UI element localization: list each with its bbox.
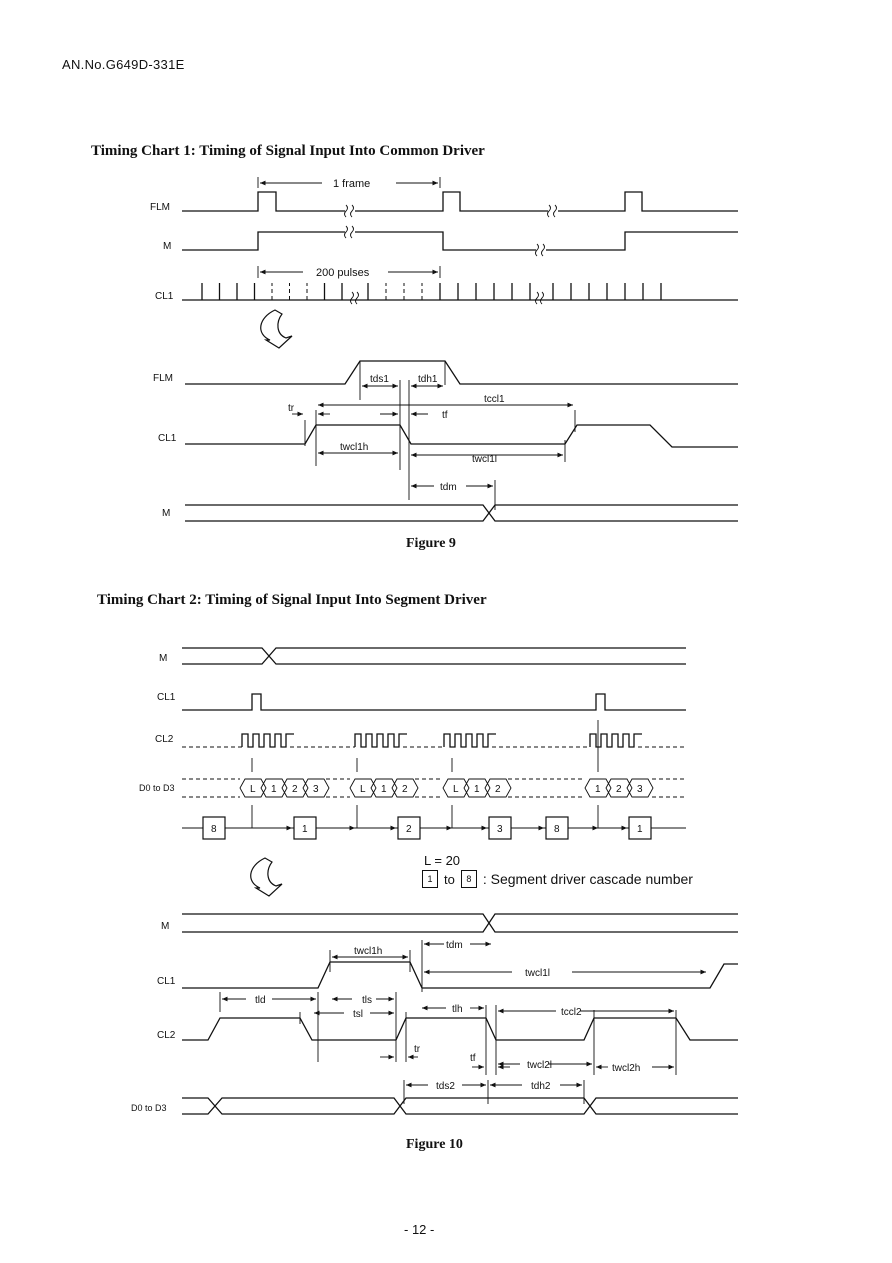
data-cell-label: 1 [271, 784, 277, 795]
chart1-frame-label: 1 frame [333, 178, 371, 190]
chart2-tdh2-label: tdh2 [531, 1081, 551, 1092]
cascade-box-label: 8 [554, 824, 560, 835]
chart1-detail-cl1-wave [185, 425, 738, 447]
chart1-detail-m-wave [185, 505, 738, 521]
chart2-m-label: M [159, 653, 168, 664]
data-cell-label: L [453, 784, 459, 795]
chart2-detail-m-wave [182, 914, 738, 932]
chart2-cl1-wave [182, 694, 686, 710]
chart2-zoom-arrow-icon [251, 858, 282, 896]
legend-l-value: L = 20 [424, 853, 461, 868]
data-cell-label: 2 [616, 784, 622, 795]
data-idle [182, 779, 686, 797]
data-cell-label: 3 [313, 784, 319, 795]
chart1-detail-flm-label: FLM [153, 373, 173, 384]
cascade-box-label: 3 [497, 824, 503, 835]
chart2-data-label: D0 to D3 [139, 783, 175, 793]
chart2-tsl-label: tsl [353, 1009, 363, 1020]
chart2-twcl2l-label: twcl2l [527, 1060, 553, 1071]
chart2-cascade-row [182, 817, 686, 839]
chart1-m-wave [182, 232, 738, 250]
legend-box-to: 8 [461, 870, 477, 888]
chart1-twcl1l-label: twcl1l [472, 454, 498, 465]
chart2-tf-label: tf [470, 1053, 476, 1064]
chart2-detail-cl1-label: CL1 [157, 976, 176, 987]
chart2-twcl1h-label: twcl1h [354, 946, 383, 957]
chart1-tr-label: tr [288, 403, 295, 414]
chart1-m-label: M [163, 241, 172, 252]
cl2-pulse-train [242, 734, 642, 747]
chart2-m-wave [182, 648, 686, 664]
chart1-twcl1h-label: twcl1h [340, 442, 369, 453]
chart2-twcl2h-label: twcl2h [612, 1063, 641, 1074]
chart2-tdm-label: tdm [446, 940, 463, 951]
chart1-tf-label: tf [442, 410, 448, 421]
page-number: - 12 - [404, 1222, 435, 1237]
chart2-tr-label: tr [414, 1044, 421, 1055]
data-cell-label: 2 [292, 784, 298, 795]
chart2-cl2-wave [182, 734, 686, 747]
data-cell-label: L [360, 784, 366, 795]
chart1-pulses-label: 200 pulses [316, 267, 370, 279]
legend-to-word: to [444, 871, 455, 887]
chart2-detail-cl2-wave [182, 1018, 738, 1040]
data-cell-label: 2 [402, 784, 408, 795]
chart1-zoom-arrow-icon [261, 310, 292, 348]
chart1-detail [153, 361, 738, 521]
figure-9-caption: Figure 9 [406, 536, 456, 551]
chart2-twcl1l-label: twcl1l [525, 968, 551, 979]
chart2-overview [139, 648, 686, 896]
chart1-tdh1-label: tdh1 [418, 374, 438, 385]
chart1-overview [150, 177, 738, 348]
data-cell-label: 1 [474, 784, 480, 795]
cascade-box-label: 1 [302, 824, 308, 835]
chart2-detail-m-label: M [161, 921, 170, 932]
chart2-detail-data-wave [182, 1098, 738, 1114]
chart2-tccl2-label: tccl2 [561, 1007, 582, 1018]
chart2-detail [131, 914, 738, 1114]
chart2-cl1-label: CL1 [157, 692, 176, 703]
chart1-detail-cl1-label: CL1 [158, 433, 177, 444]
chart1-cl1-pulses [202, 283, 661, 300]
figure-10-caption: Figure 10 [406, 1137, 463, 1152]
chart2-detail-data-label: D0 to D3 [131, 1103, 167, 1113]
chart1-detail-flm-wave [185, 361, 738, 384]
data-cell-label: 1 [595, 784, 601, 795]
chart2-detail-cl1-wave [182, 962, 738, 988]
document-id: AN.No.G649D-331E [62, 57, 185, 72]
timing-chart-2-title: Timing Chart 2: Timing of Signal Input Into Segment Driver [97, 592, 487, 608]
cascade-box-label: 2 [406, 824, 412, 835]
chart1-flm-label: FLM [150, 202, 170, 213]
data-cell-label: 1 [381, 784, 387, 795]
chart1-flm-wave [182, 192, 738, 211]
legend-box-from: 1 [422, 870, 438, 888]
cascade-box-label: 8 [211, 824, 217, 835]
chart2-tld-label: tld [255, 995, 266, 1006]
chart2-tls-label: tls [362, 995, 372, 1006]
chart1-tccl1-label: tccl1 [484, 394, 505, 405]
chart1-detail-m-label: M [162, 508, 171, 519]
data-cell-label: 2 [495, 784, 501, 795]
chart2-detail-cl2-label: CL2 [157, 1030, 176, 1041]
chart1-cl1-label: CL1 [155, 291, 174, 302]
legend-description: : Segment driver cascade number [482, 871, 693, 887]
cascade-box-label: 1 [637, 824, 643, 835]
chart2-tlh-label: tlh [452, 1004, 463, 1015]
chart2-tds2-label: tds2 [436, 1081, 455, 1092]
chart2-data-wave [182, 779, 686, 797]
chart1-tdm-label: tdm [440, 482, 457, 493]
data-cell-label: 3 [637, 784, 643, 795]
data-cell-label: L [250, 784, 256, 795]
timing-chart-1-title: Timing Chart 1: Timing of Signal Input Into Common Driver [91, 143, 485, 159]
chart2-cl2-label: CL2 [155, 734, 174, 745]
chart1-tds1-label: tds1 [370, 374, 389, 385]
